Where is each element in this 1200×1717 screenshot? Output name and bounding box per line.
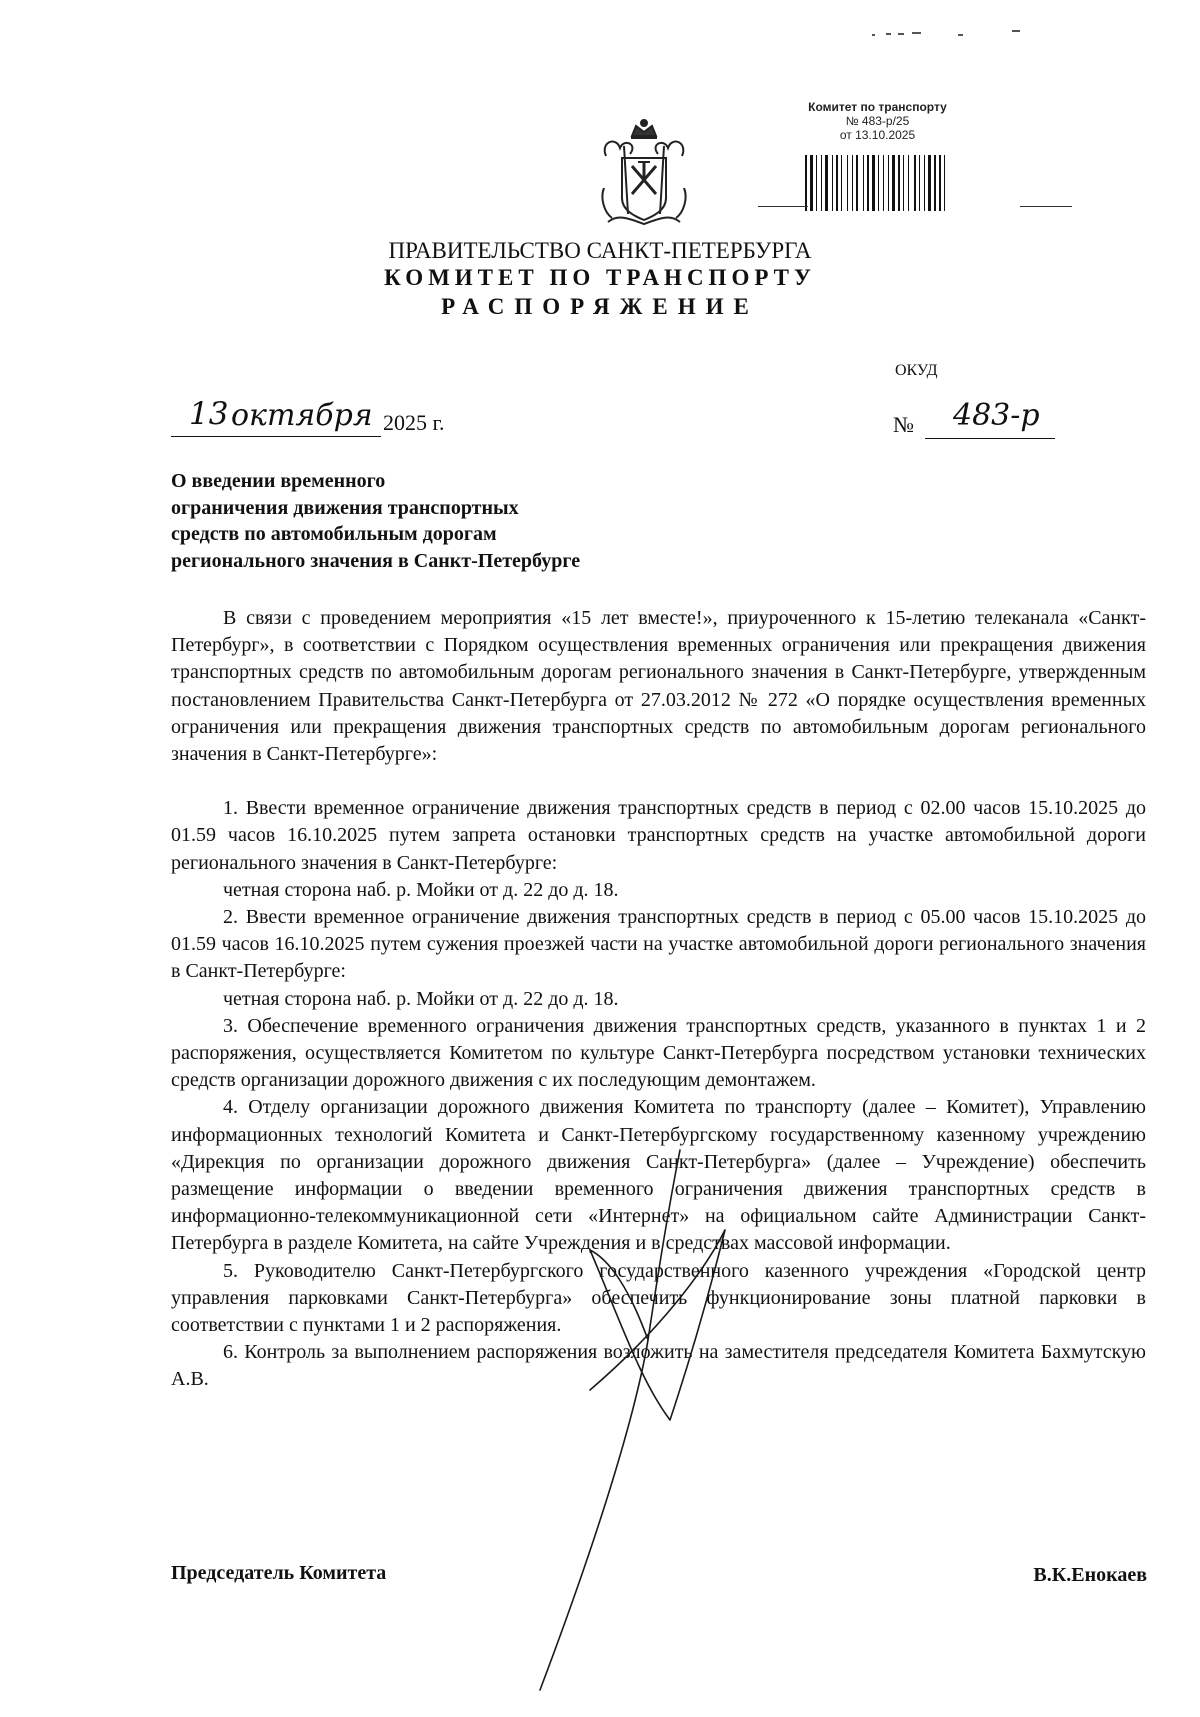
date-year: 2025 г.: [383, 410, 445, 435]
barcode-bar: [841, 155, 842, 211]
barcode-bar: [867, 155, 869, 211]
subject-line: О введении временного: [171, 470, 386, 492]
number-value: 483-р: [953, 398, 1040, 433]
number-underline: [925, 438, 1055, 439]
barcode-bar: [898, 155, 900, 211]
barcode-bar: [856, 155, 858, 211]
barcode-bar: [821, 155, 822, 211]
stamp-line-3: от 13.10.2025: [839, 128, 916, 142]
okud-label: ОКУД: [895, 362, 938, 379]
committee-title: КОМИТЕТ ПО ТРАНСПОРТУ: [384, 265, 816, 290]
barcode-bar: [903, 155, 904, 211]
handwritten-signature: [520, 1090, 760, 1710]
signatory-name: В.К.Енокаев: [1033, 1564, 1147, 1586]
barcode-bar: [919, 155, 920, 211]
barcode-bar: [878, 155, 879, 211]
date-month: октября: [231, 398, 373, 433]
item-4: 4. Отделу организации дорожного движения Комитета по транспорту (далее – Комитет), Управлению информационных технологий Комитета и Санкт-Петербургскому государственному казенному учреждению «Дирекция по организации дорожного движения Санкт-Петербурга» (далее – Учреждение) обеспечить размещение информации о введении временного ограничения движения транспортных средств в информационно-телекоммуникационной сети «Интернет» на официальном сайте Администрации Санкт-Петербурга в разделе Комитета, на сайте Учреждения и в средствах массовой информации.: [171, 1096, 1146, 1255]
barcode-bar: [825, 155, 828, 211]
barcode-bar: [805, 155, 807, 211]
barcode-bar: [836, 155, 838, 211]
barcode-bar: [816, 155, 817, 211]
barcode-bar: [908, 155, 909, 211]
coat-of-arms-icon: [598, 118, 690, 230]
item-2-street: четная сторона наб. р. Мойки от д. 22 до д. 18.: [223, 987, 619, 1010]
barcode-bar: [914, 155, 916, 211]
barcode-bar: [883, 155, 884, 211]
document-date: [171, 396, 471, 440]
barcode-bar: [924, 155, 925, 211]
signatory-title: Председатель Комитета: [171, 1562, 387, 1584]
barcode-bar: [934, 155, 936, 211]
scan-specks: [872, 28, 1032, 40]
stamp-line-1: Комитет по транспорту: [808, 100, 947, 114]
item-2: 2. Ввести временное ограничение движения транспортных средств в период с 05.00 часов 15.10.2025 до 01.59 часов 16.10.2025 путем сужения проезжей части на участке автомобильной дороги регионального значения в Санкт-Петербурге:: [171, 906, 1146, 983]
barcode-icon: [805, 155, 1017, 211]
barcode-bar: [944, 155, 945, 211]
barcode-bar: [888, 155, 889, 211]
document-number: [893, 396, 1073, 442]
date-underline: [171, 436, 381, 437]
subject-line: средств по автомобильным дорогам: [171, 523, 497, 545]
date-day: 13: [189, 396, 229, 432]
item-6: 6. Контроль за выполнением распоряжения возложить на заместителя председателя Комитета Бахмутскую А.В.: [171, 1341, 1146, 1391]
item-1: 1. Ввести временное ограничение движения транспортных средств в период с 02.00 часов 15.10.2025 до 01.59 часов 16.10.2025 путем запрета остановки транспортных средств на участке автомобильной дороги регионального значения в Санкт-Петербурге:: [171, 797, 1146, 874]
stamp-line-2: № 483-р/25: [845, 114, 910, 128]
document-subject: [171, 468, 731, 574]
barcode-bar: [863, 155, 864, 211]
barcode-bar: [939, 155, 941, 211]
subject-line: регионального значения в Санкт-Петербурге: [171, 549, 581, 572]
barcode-bar: [810, 155, 813, 211]
barcode-bar: [872, 155, 875, 211]
number-sign: №: [893, 412, 914, 437]
item-5: 5. Руководителю Санкт-Петербургского государственного казенного учреждения «Городской центр управления парковками Санкт-Петербурга» обеспечить функционирование зоны платной парковки в соответствии с пунктами 1 и 2 распоряжения.: [171, 1259, 1146, 1337]
barcode-bar: [847, 155, 848, 211]
barcode-rule-left: [758, 206, 808, 207]
registration-stamp: [780, 100, 975, 142]
barcode-bar: [892, 155, 895, 211]
preamble-paragraph: В связи с проведением мероприятия «15 лет вместе!», приуроченного к 15-летию телеканала «Санкт-Петербург», в соответствии с Порядком осуществления временных ограничения или прекращения движения транспортных средств по автомобильным дорогам регионального значения в Санкт-Петербурге, утвержденным постановлением Правительства Санкт-Петербурга от 27.03.2012 № 272 «О порядке осуществления временных ограничения или прекращения движения транспортных средств по автомобильным дорогам регионального значения в Санкт-Петербурге»:: [171, 607, 1146, 766]
item-1-street: четная сторона наб. р. Мойки от д. 22 до д. 18.: [223, 878, 619, 901]
government-title: ПРАВИТЕЛЬСТВО САНКТ-ПЕТЕРБУРГА: [388, 238, 812, 263]
barcode-rule-right: [1020, 206, 1072, 207]
barcode-bar: [852, 155, 853, 211]
document-type: РАСПОРЯЖЕНИЕ: [441, 294, 759, 319]
item-3: 3. Обеспечение временного ограничения движения транспортных средств, указанного в пунктах 1 и 2 распоряжения, осуществляется Комитетом по культуре Санкт-Петербурга посредством установки технических средств организации дорожного движения с их последующим демонтажем.: [171, 1014, 1146, 1092]
subject-line: ограничения движения транспортных: [171, 496, 519, 519]
barcode-bar: [832, 155, 833, 211]
barcode-bar: [928, 155, 931, 211]
